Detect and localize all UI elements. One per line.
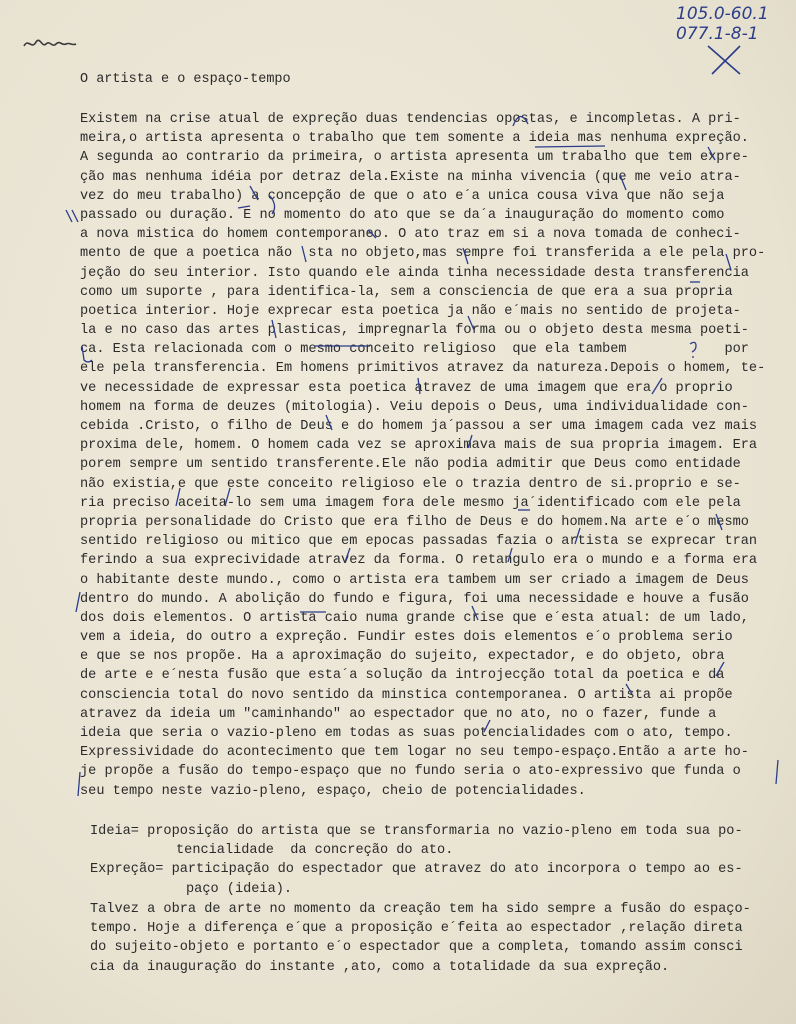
body-line: consciencia total do novo sentido da minstica contemporanea. O artista ai propõe <box>80 687 733 703</box>
archive-code-line-2: 077.1-8-1 <box>676 24 759 44</box>
body-line: não existia,e que este conceito religioso ele o trazia dentro de si.proprio e se- <box>80 476 741 492</box>
handwritten-cross-mark <box>700 40 750 80</box>
closing-line: tempo. Hoje a diferença e´que a proposição e´feita ao espectador ,relação direta <box>90 921 743 937</box>
body-line: como um suporte , para identifica-la, sem a consciencia de que era a sua propria <box>80 284 733 300</box>
archive-reference-code <box>676 4 769 44</box>
body-line: mento de que a poetica não sta no objeto,mas sempre foi transferida a ele pela pro- <box>80 246 766 262</box>
body-line: passado ou duração. E no momento do ato que se da´a inauguração do momento como <box>80 207 725 223</box>
body-line: A segunda ao contrario da primeira, o artista apresenta um trabalho que tem expre- <box>80 150 749 166</box>
body-line: o habitante deste mundo., como o artista era tambem um ser criado a imagem de Deus <box>80 572 749 588</box>
body-line: vez do meu trabalho) a concepção de que o ato e´a unica cousa viva que não seja <box>80 188 725 204</box>
body-line: de arte e e´nesta fusão que esta´a solução da introjecção total da poetica e da <box>80 668 725 684</box>
body-line: ca. Esta relacionada com o mesmo conceito religioso que ela tambem por <box>80 342 749 358</box>
body-line: ferindo a sua exprecividade atravez da forma. O retangulo era o mundo e a forma era <box>80 553 758 569</box>
body-line: homem na forma de deuzes (mitologia). Veiu depois o Deus, uma individualidade con- <box>80 399 749 415</box>
closing-line: cia da inauguração do instante ,ato, como a totalidade da sua expreção. <box>90 959 670 975</box>
body-paragraph <box>80 110 792 801</box>
definitions-block <box>90 822 790 899</box>
body-line: proxima dele, homem. O homem cada vez se aproximava mais de sua propria imagem. Era <box>80 438 758 454</box>
body-line: seu tempo neste vazio-pleno, espaço, cheio de potencialidades. <box>80 783 586 799</box>
definition-continuation-line: tencialidade da concreção do ato. <box>176 843 454 859</box>
body-line: sentido religioso ou mitico que em epocas passadas fazia o artista se exprecar tran <box>80 534 758 550</box>
archive-code-line-1: 105.0-60.1 <box>676 4 769 24</box>
body-line: propria personalidade do Cristo que era filho de Deus e do homem.Na arte e´o mesmo <box>80 514 749 530</box>
body-line: ria preciso aceita-lo sem uma imagem fora dele mesmo ja´identificado com ele pela <box>80 495 741 511</box>
body-line: je propõe a fusão do tempo-espaço que no fundo seria o ato-expressivo que funda o <box>80 764 741 780</box>
body-line: ideia que seria o vazio-pleno em todas as suas potencialidades com o ato, tempo. <box>80 726 733 741</box>
definition-line: Expreção= participação do espectador que atravez do ato incorpora o tempo ao es- <box>90 862 743 878</box>
definition-line: Ideia= proposição do artista que se transformaria no vazio-pleno em toda sua po- <box>90 824 743 839</box>
body-line: meira,o artista apresenta o trabalho que tem somente a ideia mas nenhuma expreção. <box>80 131 749 147</box>
body-line: e que se nos propõe. Ha a aproximação do sujeito, expectador, e do objeto, obra <box>80 649 725 665</box>
body-line: ve necessidade de expressar esta poetica atravez de uma imagem que era o proprio <box>80 380 733 396</box>
body-line: jeção do seu interior. Isto quando ele ainda tinha necessidade desta transferencia <box>80 265 749 281</box>
body-line: poetica interior. Hoje exprecar esta poetica ja não e´mais no sentido de projeta- <box>80 303 741 319</box>
body-line: ção mas nenhuma idéia por detraz dela.Existe na minha vivencia (que me veio atra- <box>80 169 741 185</box>
body-line: dentro do mundo. A abolição do fundo e figura, foi uma necessidade e houve a fusão <box>80 591 749 607</box>
corner-scribble-mark <box>22 34 82 54</box>
closing-paragraph <box>90 900 790 977</box>
body-line: a nova mistica do homem contemporaneo. O ato traz em si a nova tomada de conheci- <box>80 227 741 243</box>
body-line: atravez da ideia um "caminhando" ao espectador que no ato, no o fazer, funde a <box>80 706 717 722</box>
body-line: cebida .Cristo, o filho de Deus e do homem ja´passou a ser uma imagem cada vez mais <box>80 419 758 434</box>
body-line: dos dois elementos. O artista caio numa grande crise que e´esta atual: de um lado, <box>80 610 749 626</box>
definition-continuation-line: paço (ideia). <box>186 881 293 897</box>
document-title: O artista e o espaço-tempo <box>80 72 291 87</box>
closing-line: do sujeito-objeto e portanto e´o espectador que a completa, tomando assim consci <box>90 940 743 956</box>
body-line: Expressividade do acontecimento que tem logar no seu tempo-espaço.Então a arte ho- <box>80 745 749 761</box>
body-line: ele pela transferencia. Em homens primitivos atravez da natureza.Depois o homem, te- <box>80 361 766 377</box>
body-line: la e no caso das artes plasticas, impregnarla forma ou o objeto desta mesma poeti- <box>80 323 749 339</box>
closing-line: Talvez a obra de arte no momento da creação tem ha sido sempre a fusão do espaço- <box>90 902 751 917</box>
body-line: porem sempre um sentido transferente.Ele não podia admitir que Deus como entidade <box>80 457 741 473</box>
body-line: Existem na crise atual de expreção duas tendencias opostas, e incompletas. A pri- <box>80 112 741 127</box>
body-line: vem a ideia, do outro a expreção. Fundir estes dois elementos e´o problema serio <box>80 630 733 646</box>
